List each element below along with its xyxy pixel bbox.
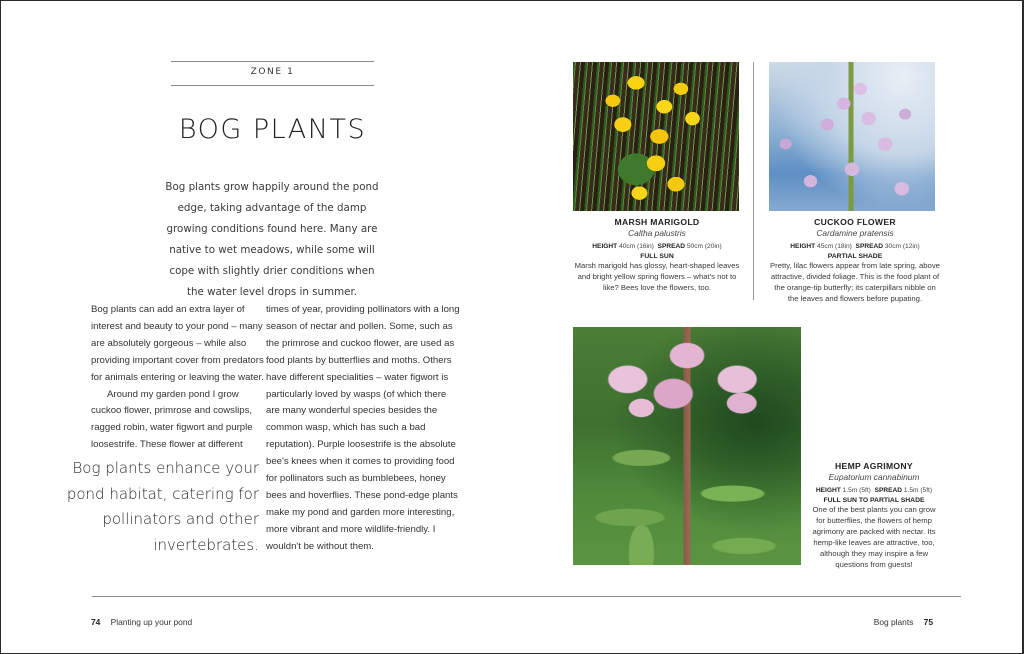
spread-value: 1.5m (5ft) <box>903 487 933 494</box>
plant-latin-name: Eupatorium cannabinum <box>828 472 920 482</box>
cuckoo-flower-photo <box>769 62 935 211</box>
height-label: HEIGHT <box>592 243 618 250</box>
plant-latin-name: Caltha palustris <box>628 228 686 238</box>
body-paragraph: times of year, providing pollinators with a long season of nectar and pollen. Some, such as the primrose and cuckoo flower, are used as food plants by butterflies and moths. Others have different specialities – water figwort is particularly loved by wasps (of which there are many wonderful species besides the common wasp, which has such a bad reputation). Purple loosestrife is the absolute bee's knees when it comes to providing food for pollinators such as bumblebees, honey bees and hoverflies. These pond-edge plants make my pond and garden more interesting, more vibrant and more wildlife-friendly. I wouldn't be without them. <box>266 304 460 552</box>
book-spread <box>1 1 1022 653</box>
footer-rule <box>92 596 961 597</box>
plant-dimensions <box>571 242 743 252</box>
page-number-right: 75 <box>923 617 933 627</box>
plant-description: Marsh marigold has glossy, heart-shaped leaves and bright yellow spring flowers – what's not to like? Bees love the flowers, too. <box>574 261 740 292</box>
intro-paragraph: Bog plants grow happily around the pond edge, taking advantage of the damp growing conditions found here. Many are native to wet meadows, while some will cope with slightly drier conditions when the water level drops in summer. <box>165 181 379 298</box>
plant-card-marsh-marigold <box>571 217 743 294</box>
plant-light: FULL SUN TO PARTIAL SHADE <box>823 497 925 504</box>
page-number-left: 74 <box>91 617 101 627</box>
body-paragraph: Bog plants can add an extra layer of interest and beauty to your pond – many are absolutely gorgeous – while also providing important cover from predators for animals entering or leaving the water. <box>91 304 264 383</box>
plant-name: CUCKOO FLOWER <box>814 217 896 227</box>
plant-description: Pretty, lilac flowers appear from late spring, above attractive, divided foliage. This is the food plant of the orange-tip butterfly; its caterpillars nibble on the leaves and flowers before pupating. <box>770 261 940 303</box>
spread-label: SPREAD <box>874 487 903 494</box>
spread-value: 50cm (20in) <box>686 243 722 250</box>
folio-left <box>91 617 192 627</box>
height-label: HEIGHT <box>815 487 841 494</box>
plant-light: PARTIAL SHADE <box>827 253 883 260</box>
hemp-agrimony-photo <box>573 327 801 565</box>
marsh-marigold-photo <box>573 62 739 211</box>
body-column-2 <box>266 302 461 556</box>
zone-label: ZONE 1 <box>250 67 295 77</box>
pull-quote: Bog plants enhance your pond habitat, catering for pollinators and other invertebrates. <box>66 459 259 554</box>
page-title: BOG PLANTS <box>178 114 367 145</box>
column-divider <box>753 62 754 300</box>
folio-right <box>874 617 933 627</box>
height-value: 1.5m (5ft) <box>842 487 871 494</box>
spread-label: SPREAD <box>855 243 884 250</box>
zone-rule-top <box>171 61 374 62</box>
zone-rule-bottom <box>171 85 374 86</box>
body-column-1 <box>91 302 266 454</box>
plant-light: FULL SUN <box>640 253 674 260</box>
running-head-left: Planting up your pond <box>110 617 193 627</box>
height-value: 40cm (16in) <box>619 243 654 250</box>
plant-card-hemp-agrimony <box>809 461 939 570</box>
spread-value: 30cm (12in) <box>884 243 920 250</box>
height-value: 45cm (18in) <box>817 243 852 250</box>
body-paragraph: Around my garden pond I grow cuckoo flower, primrose and cowslips, ragged robin, water figwort and purple loosestrife. These flower at different <box>91 388 253 451</box>
running-head-right: Bog plants <box>873 617 914 627</box>
plant-name: HEMP AGRIMONY <box>835 461 913 471</box>
plant-description: One of the best plants you can grow for butterflies, the flowers of hemp agrimony are packed with nectar. Its hemp-like leaves are attractive, too, although they may inspire a few questions from guests! <box>812 505 936 569</box>
plant-dimensions <box>809 486 939 496</box>
height-label: HEIGHT <box>790 243 816 250</box>
plant-latin-name: Cardamine pratensis <box>816 228 894 238</box>
spread-label: SPREAD <box>657 243 686 250</box>
plant-dimensions <box>769 242 941 252</box>
plant-name: MARSH MARIGOLD <box>614 217 700 227</box>
plant-card-cuckoo-flower <box>769 217 941 305</box>
